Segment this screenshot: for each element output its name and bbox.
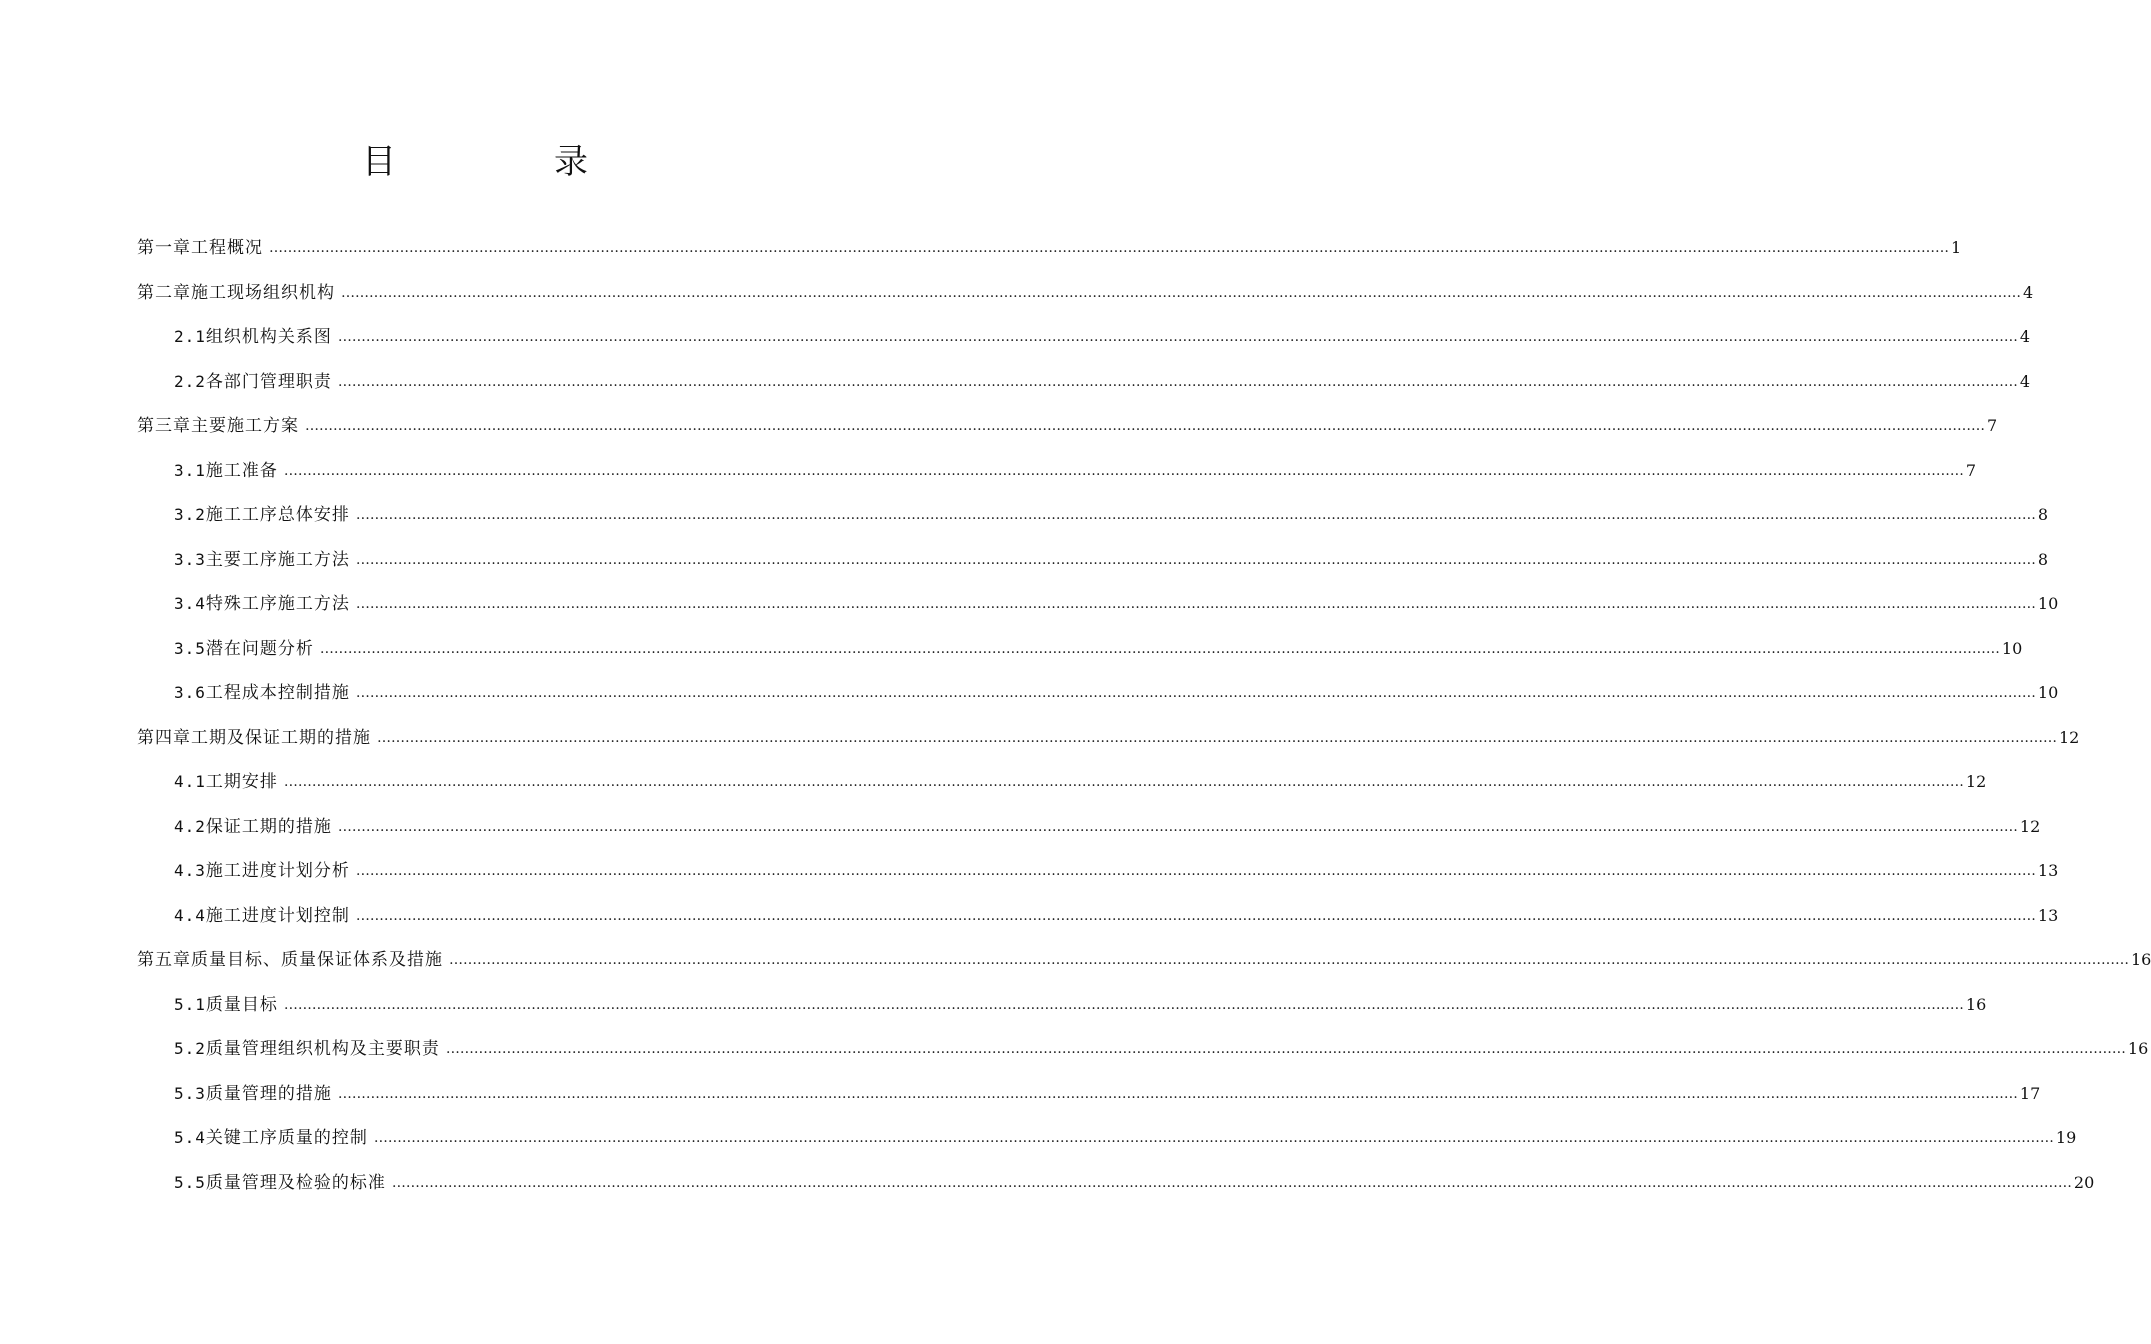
toc-dot-leader: ……………………………………………………………………………………………………………………………………………………………………………………………………………………………………………………………………………………………………………………………… bbox=[305, 418, 1985, 434]
toc-entry-number: 3.1 bbox=[174, 460, 206, 480]
toc-entry-label: 质量管理的措施 bbox=[205, 1083, 332, 1104]
toc-dot-leader: ……………………………………………………………………………………………………………………………………………………………………………………………………………………………………………………………………………………………………………………………… bbox=[445, 1041, 2126, 1057]
toc-section-entry[interactable] bbox=[0, 1161, 2095, 1206]
toc-entry-page-number: 20 bbox=[2073, 1172, 2095, 1192]
toc-entry-page-number: 13 bbox=[2037, 861, 2059, 880]
toc-entry-label: 工期及保证工期的措施 bbox=[191, 727, 371, 748]
toc-chapter-entry[interactable] bbox=[0, 226, 1962, 271]
toc-entry-page-number: 12 bbox=[2019, 816, 2041, 836]
toc-section-entry[interactable] bbox=[0, 1027, 2149, 1072]
toc-entry-number: 5.4 bbox=[174, 1128, 206, 1147]
toc-section-entry[interactable] bbox=[0, 1072, 2041, 1117]
toc-dot-leader: ……………………………………………………………………………………………………………………………………………………………………………………………………………………………………………………………………………………………………………………………… bbox=[391, 1174, 2072, 1191]
toc-entry-label: 施工现场组织机构 bbox=[191, 282, 335, 303]
toc-entry-page-number: 10 bbox=[2037, 594, 2059, 613]
toc-dot-leader: ……………………………………………………………………………………………………………………………………………………………………………………………………………………………………………………………………………………………………………………………… bbox=[377, 729, 2057, 746]
toc-entry-page-number: 12 bbox=[2059, 727, 2080, 747]
toc-chapter-entry[interactable] bbox=[0, 404, 1998, 449]
toc-entry-label: 工期安排 bbox=[205, 772, 278, 792]
toc-section-entry[interactable] bbox=[0, 1116, 2077, 1161]
toc-dot-leader: ……………………………………………………………………………………………………………………………………………………………………………………………………………………………………………………………………………………………………………………………… bbox=[319, 640, 2000, 657]
toc-section-entry[interactable] bbox=[0, 627, 2023, 672]
toc-dot-leader: ……………………………………………………………………………………………………………………………………………………………………………………………………………………………………………………………………………………………………………………………… bbox=[355, 551, 2036, 568]
toc-entry-number: 第五章 bbox=[137, 950, 191, 970]
toc-chapter-entry[interactable] bbox=[0, 716, 2080, 761]
toc-entry-label: 质量目标、质量保证体系及措施 bbox=[191, 950, 443, 970]
toc-entry-number: 第四章 bbox=[137, 727, 191, 748]
toc-dot-leader: ……………………………………………………………………………………………………………………………………………………………………………………………………………………………………………………………………………………………………………………………… bbox=[355, 685, 2036, 701]
toc-entry-label: 关键工序质量的控制 bbox=[205, 1128, 368, 1148]
toc-dot-leader: ……………………………………………………………………………………………………………………………………………………………………………………………………………………………………………………………………………………………………………………………… bbox=[283, 774, 1964, 790]
toc-entry-page-number: 8 bbox=[2037, 505, 2049, 524]
toc-dot-leader: ……………………………………………………………………………………………………………………………………………………………………………………………………………………………………………………………………………………………………………………………… bbox=[373, 1130, 2054, 1146]
toc-chapter-entry[interactable] bbox=[0, 938, 2151, 983]
toc-dot-leader: ……………………………………………………………………………………………………………………………………………………………………………………………………………………………………………………………………………………………………………………………… bbox=[355, 907, 2036, 924]
toc-entry-number: 3.6 bbox=[174, 683, 206, 702]
toc-entry-label: 特殊工序施工方法 bbox=[205, 594, 350, 614]
toc-section-entry[interactable] bbox=[0, 894, 2059, 939]
toc-entry-number: 第一章 bbox=[137, 238, 191, 258]
toc-entry-label: 主要施工方案 bbox=[191, 416, 299, 436]
toc-section-entry[interactable] bbox=[0, 671, 2059, 716]
toc-entry-label: 潜在问题分析 bbox=[205, 638, 314, 659]
toc-entry-label: 质量目标 bbox=[205, 994, 278, 1015]
toc-entry-number: 3.5 bbox=[174, 638, 206, 658]
toc-entry-page-number: 4 bbox=[2023, 282, 2034, 302]
toc-dot-leader: ……………………………………………………………………………………………………………………………………………………………………………………………………………………………………………………………………………………………………………………………… bbox=[355, 507, 2036, 523]
toc-entry-label: 保证工期的措施 bbox=[205, 816, 332, 837]
toc-entry-number: 第三章 bbox=[137, 416, 191, 436]
toc-entry-label: 质量管理组织机构及主要职责 bbox=[205, 1039, 440, 1059]
toc-entry-page-number: 12 bbox=[1965, 772, 1987, 791]
toc-entry-label: 施工进度计划分析 bbox=[205, 861, 350, 881]
toc-entry-number: 4.3 bbox=[174, 861, 206, 880]
toc-entry-page-number: 17 bbox=[2019, 1083, 2041, 1103]
toc-title-text: 目 录 bbox=[362, 142, 650, 182]
toc-entry-page-number: 7 bbox=[1965, 460, 1977, 480]
toc-entry-number: 5.3 bbox=[174, 1083, 206, 1103]
toc-entry-number: 5.5 bbox=[174, 1172, 206, 1192]
toc-entry-label: 施工工序总体安排 bbox=[205, 505, 350, 525]
toc-entry-page-number: 4 bbox=[2019, 371, 2031, 391]
table-of-contents bbox=[0, 226, 2151, 1205]
toc-section-entry[interactable] bbox=[0, 538, 2049, 583]
toc-dot-leader: ……………………………………………………………………………………………………………………………………………………………………………………………………………………………………………………………………………………………………………………………… bbox=[337, 1085, 2018, 1102]
toc-dot-leader: ……………………………………………………………………………………………………………………………………………………………………………………………………………………………………………………………………………………………………………………………… bbox=[449, 952, 2129, 968]
toc-section-entry[interactable] bbox=[0, 493, 2049, 538]
toc-entry-label: 工程成本控制措施 bbox=[205, 683, 350, 703]
toc-dot-leader: ……………………………………………………………………………………………………………………………………………………………………………………………………………………………………………………………………………………………………………………………… bbox=[355, 596, 2036, 612]
toc-section-entry[interactable] bbox=[0, 849, 2059, 894]
toc-entry-page-number: 10 bbox=[2037, 683, 2059, 702]
toc-entry-page-number: 8 bbox=[2037, 549, 2049, 569]
toc-entry-number: 4.4 bbox=[174, 905, 206, 925]
toc-dot-leader: ……………………………………………………………………………………………………………………………………………………………………………………………………………………………………………………………………………………………………………………………… bbox=[341, 284, 2021, 301]
toc-entry-page-number: 16 bbox=[1965, 994, 1987, 1014]
toc-entry-page-number: 1 bbox=[1951, 238, 1962, 257]
toc-entry-label: 施工准备 bbox=[205, 460, 278, 481]
toc-entry-label: 工程概况 bbox=[191, 238, 263, 258]
toc-entry-page-number: 19 bbox=[2055, 1128, 2077, 1147]
toc-section-entry[interactable] bbox=[0, 360, 2031, 405]
toc-entry-label: 质量管理及检验的标准 bbox=[205, 1172, 386, 1193]
toc-section-entry[interactable] bbox=[0, 760, 1987, 805]
toc-dot-leader: ……………………………………………………………………………………………………………………………………………………………………………………………………………………………………………………………………………………………………………………………… bbox=[355, 863, 2036, 879]
toc-entry-number: 5.1 bbox=[174, 994, 206, 1014]
toc-entry-page-number: 10 bbox=[2001, 638, 2023, 658]
toc-entry-number: 4.2 bbox=[174, 816, 206, 836]
toc-title bbox=[0, 138, 950, 186]
toc-section-entry[interactable] bbox=[0, 805, 2041, 850]
toc-entry-label: 主要工序施工方法 bbox=[205, 549, 350, 570]
toc-entry-number: 3.3 bbox=[174, 549, 206, 569]
toc-entry-page-number: 16 bbox=[2127, 1039, 2149, 1058]
toc-dot-leader: ……………………………………………………………………………………………………………………………………………………………………………………………………………………………………………………………………………………………………………………………… bbox=[337, 329, 2018, 345]
toc-entry-number: 3.4 bbox=[174, 594, 206, 613]
toc-entry-page-number: 4 bbox=[2019, 327, 2031, 346]
toc-entry-page-number: 13 bbox=[2037, 905, 2059, 925]
toc-section-entry[interactable] bbox=[0, 449, 1977, 494]
toc-entry-label: 各部门管理职责 bbox=[205, 371, 332, 392]
toc-chapter-entry[interactable] bbox=[0, 271, 2034, 316]
toc-entry-page-number: 16 bbox=[2131, 950, 2151, 969]
toc-entry-number: 第二章 bbox=[137, 282, 191, 303]
toc-section-entry[interactable] bbox=[0, 315, 2031, 360]
toc-dot-leader: ……………………………………………………………………………………………………………………………………………………………………………………………………………………………………………………………………………………………………………………………… bbox=[269, 240, 1949, 256]
toc-entry-page-number: 7 bbox=[1987, 416, 1998, 435]
toc-dot-leader: ……………………………………………………………………………………………………………………………………………………………………………………………………………………………………………………………………………………………………………………………… bbox=[283, 462, 1964, 479]
toc-entry-number: 4.1 bbox=[174, 772, 206, 791]
toc-entry-label: 施工进度计划控制 bbox=[205, 905, 350, 926]
toc-entry-number: 2.1 bbox=[174, 327, 206, 346]
toc-section-entry[interactable] bbox=[0, 582, 2059, 627]
toc-dot-leader: ……………………………………………………………………………………………………………………………………………………………………………………………………………………………………………………………………………………………………………………………… bbox=[337, 373, 2018, 390]
toc-entry-label: 组织机构关系图 bbox=[205, 327, 332, 347]
toc-entry-number: 2.2 bbox=[174, 371, 206, 391]
toc-entry-number: 3.2 bbox=[174, 505, 206, 524]
toc-entry-number: 5.2 bbox=[174, 1039, 206, 1058]
toc-dot-leader: ……………………………………………………………………………………………………………………………………………………………………………………………………………………………………………………………………………………………………………………………… bbox=[337, 818, 2018, 835]
toc-section-entry[interactable] bbox=[0, 983, 1987, 1028]
toc-dot-leader: ……………………………………………………………………………………………………………………………………………………………………………………………………………………………………………………………………………………………………………………………… bbox=[283, 996, 1964, 1013]
